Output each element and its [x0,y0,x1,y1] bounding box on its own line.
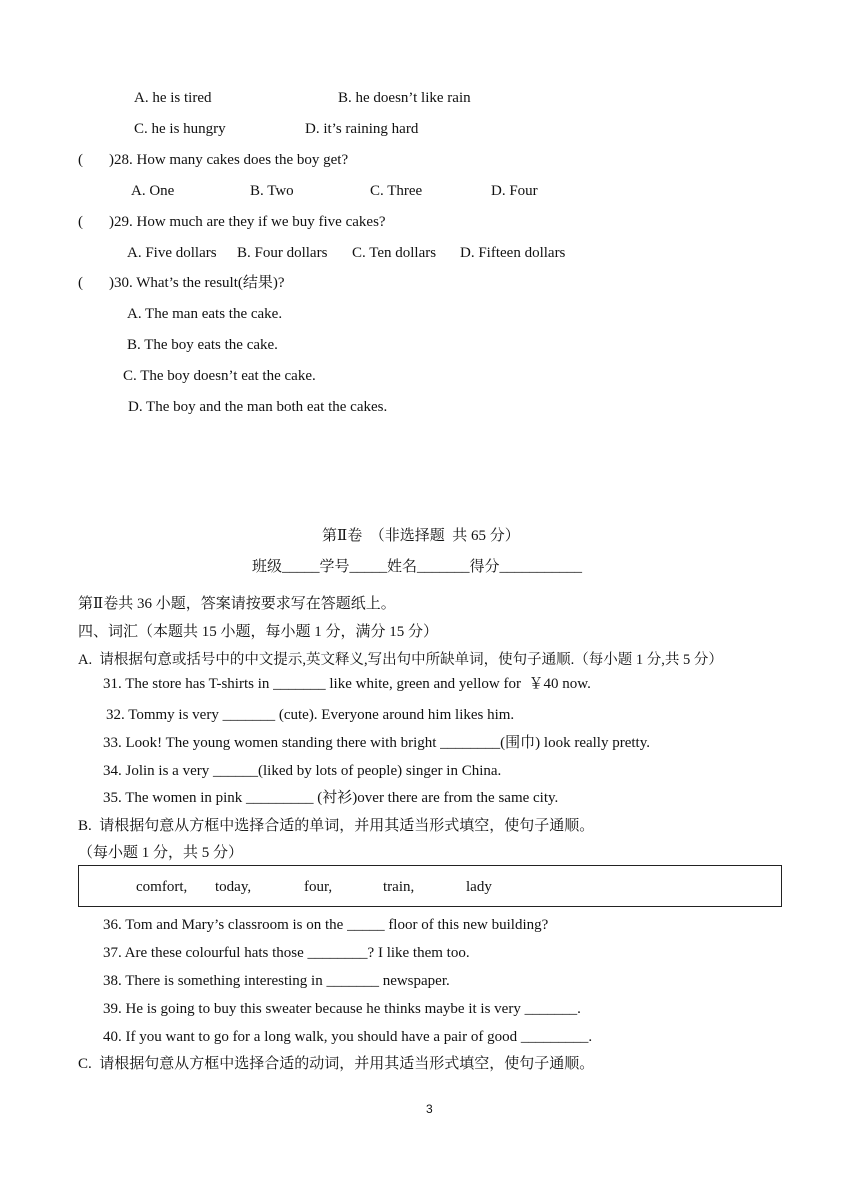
part-b-instruction: B. 请根据句意从方框中选择合适的单词，并用其适当形式填空，使句子通顺。 [78,818,595,834]
question-31: 31. The store has T-shirts in _______ like white, green and yellow for ￥40 now. [103,676,591,692]
part-b-sub-note: （每小题 1 分，共 5 分） [78,845,244,861]
q27-option-a: A. he is tired [134,90,212,106]
q29-stem: )29. How much are they if we buy five cakes? [109,214,386,230]
word-bank-item: train, [383,879,415,895]
question-36: 36. Tom and Mary’s classroom is on the _____ floor of this new building? [103,917,549,933]
q30-option-b: B. The boy eats the cake. [127,337,278,353]
word-bank-item: today, [215,879,252,895]
q29-paren: ( [78,214,83,230]
question-34: 34. Jolin is a very ______(liked by lots of people) singer in China. [103,763,502,779]
part2-note: 第Ⅱ卷共 36 小题，答案请按要求写在答题纸上。 [78,596,396,612]
question-35: 35. The women in pink _________ (衬衫)over there are from the same city. [103,790,559,806]
part-a-instruction: A. 请根据句意或括号中的中文提示,英文释义,写出句中所缺单词，使句子通顺.（每小题 1 分,共 5 分） [78,652,723,668]
q30-option-c: C. The boy doesn’t eat the cake. [123,368,316,384]
q28-option-d: D. Four [491,183,538,199]
part2-title: 第Ⅱ卷 （非选择题 共 65 分） [322,528,520,544]
word-bank-item: four, [304,879,333,895]
section4-heading: 四、词汇（本题共 15 小题，每小题 1 分，满分 15 分） [78,624,439,640]
q28-paren: ( [78,152,83,168]
question-39: 39. He is going to buy this sweater because he thinks maybe it is very _______. [103,1001,581,1017]
word-bank-box [78,865,782,907]
q29-option-b: B. Four dollars [237,245,328,261]
q28-option-a: A. One [131,183,175,199]
q30-stem: )30. What’s the result(结果)? [109,275,285,291]
q30-option-d: D. The boy and the man both eat the cakes. [128,399,388,415]
word-bank-item: lady [466,879,492,895]
question-33: 33. Look! The young women standing there with bright ________(围巾) look really pretty. [103,735,650,751]
question-40: 40. If you want to go for a long walk, you should have a pair of good _________. [103,1029,593,1045]
q29-option-c: C. Ten dollars [352,245,437,261]
q28-stem: )28. How many cakes does the boy get? [109,152,349,168]
q30-option-a: A. The man eats the cake. [127,306,283,322]
part-c-instruction: C. 请根据句意从方框中选择合适的动词，并用其适当形式填空，使句子通顺。 [78,1056,595,1072]
q27-option-b: B. he doesn’t like rain [338,90,471,106]
page-number: 3 [426,1102,433,1116]
q30-paren: ( [78,275,83,291]
question-38: 38. There is something interesting in _______ newspaper. [103,973,450,989]
q29-option-a: A. Five dollars [127,245,217,261]
student-info-line: 班级_____学号_____姓名_______得分___________ [252,559,583,575]
question-32: 32. Tommy is very _______ (cute). Everyone around him likes him. [106,707,515,723]
word-bank-item: comfort, [136,879,188,895]
q28-option-c: C. Three [370,183,423,199]
q28-option-b: B. Two [250,183,294,199]
q29-option-d: D. Fifteen dollars [460,245,566,261]
q27-option-c: C. he is hungry [134,121,226,137]
q27-option-d: D. it’s raining hard [305,121,419,137]
question-37: 37. Are these colourful hats those ________? I like them too. [103,945,470,961]
